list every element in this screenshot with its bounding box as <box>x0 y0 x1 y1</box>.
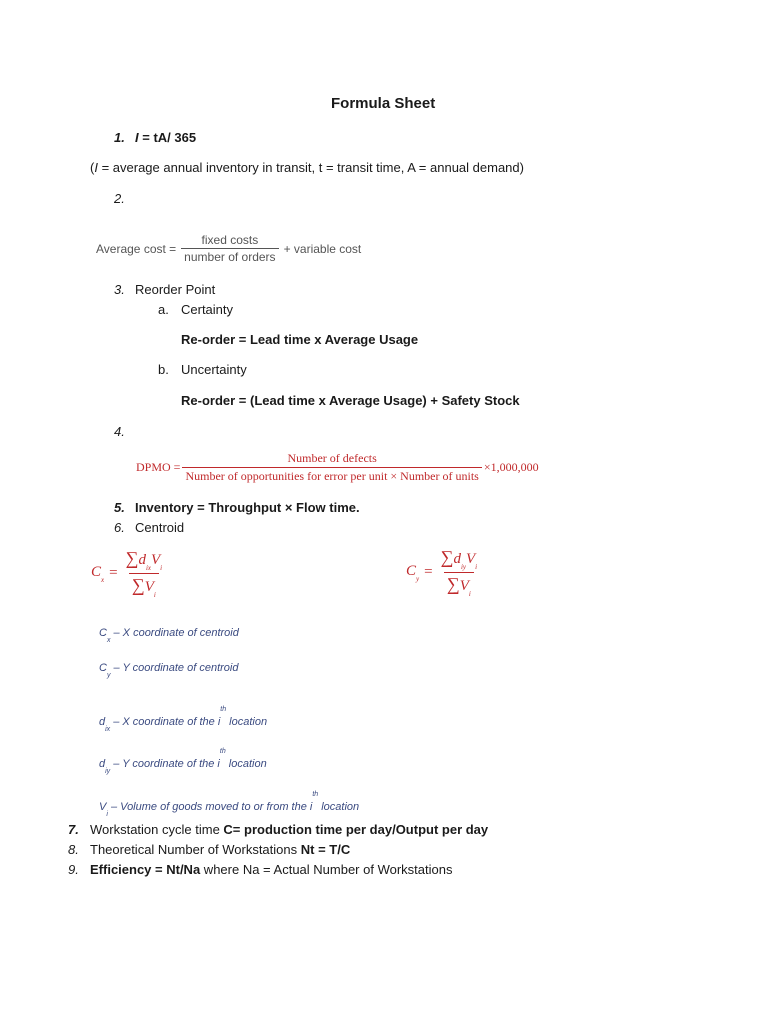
centroid-y-numerator: $\sum d_{iy}V_i$ <box>440 547 478 571</box>
note-text: = average annual inventory in transit, t = transit time, A = annual demand) <box>97 160 524 175</box>
centroid-x-formula <box>91 548 165 599</box>
dpmo-denominator: Number of opportunities for error per unit × Number of units <box>182 467 481 484</box>
item-8-text <box>90 842 350 857</box>
centroid-x-lhs: $C_x$ <box>91 563 105 584</box>
item-3b-label: Uncertainty <box>181 362 247 377</box>
centroid-y-lhs: $C_y$ <box>406 562 420 583</box>
item-7-plain: Workstation cycle time <box>90 822 224 837</box>
dpmo-rhs: ×1,000,000 <box>483 460 539 474</box>
dpmo-numerator: Number of defects <box>287 451 377 465</box>
item-2-number: 2. <box>114 191 125 206</box>
definition-vi: $V_i$ – Volume of goods moved to or from the $i^{th}$ location <box>99 791 360 818</box>
item-6-label: Centroid <box>135 520 185 535</box>
item-9-text <box>90 862 452 877</box>
item-3-number: 3. <box>114 282 125 297</box>
average-cost-lhs: Average cost = <box>96 241 177 256</box>
cycle-time-formula: C= production time per day/Output per day <box>223 822 489 837</box>
item-3a-label: Certainty <box>181 302 234 317</box>
average-cost-formula <box>96 233 361 264</box>
inventory-formula-rest: = tA/ 365 <box>138 130 197 145</box>
item-3-label: Reorder Point <box>135 282 216 297</box>
item-3b-letter: b. <box>158 362 169 377</box>
workstations-formula: Nt = T/C <box>300 842 351 857</box>
definition-diy: $d_{iy}$ – Y coordinate of the $i^{th}$ location <box>99 748 267 775</box>
dpmo-formula <box>136 451 539 484</box>
centroid-y-equals: = <box>424 564 433 580</box>
item-6-number: 6. <box>114 520 125 535</box>
inventory-formula: Inventory = Throughput × Flow time. <box>135 500 360 515</box>
note-open-paren: ( <box>90 160 95 175</box>
item-3a-letter: a. <box>158 302 169 317</box>
item-4-number: 4. <box>114 424 125 439</box>
centroid-y-formula <box>406 547 480 598</box>
centroid-x-fraction <box>123 548 166 599</box>
efficiency-formula: Efficiency = Nt/Na <box>90 862 201 877</box>
centroid-x-numerator: $\sum d_{ix}V_i$ <box>125 548 163 572</box>
item-1-note <box>90 160 524 175</box>
item-1-formula <box>135 130 196 145</box>
page-title: Formula Sheet <box>331 95 436 112</box>
centroid-y-denominator: $\sum V_i$ <box>444 572 474 598</box>
definition-cx: $C_x$ – X coordinate of centroid <box>99 627 239 644</box>
item-9-number: 9. <box>68 862 79 877</box>
centroid-y-fraction <box>438 547 481 598</box>
item-5-number: 5. <box>114 500 125 515</box>
dpmo-fraction <box>182 451 481 484</box>
inventory-variable: I <box>135 130 139 145</box>
reorder-uncertainty-formula: Re-order = (Lead time x Average Usage) + Safety Stock <box>181 393 520 408</box>
average-cost-denominator: number of orders <box>181 248 278 264</box>
item-7-text <box>90 822 488 837</box>
average-cost-numerator: fixed costs <box>201 233 259 247</box>
item-1-number: 1. <box>114 130 125 145</box>
centroid-x-equals: = <box>109 565 118 581</box>
item-8-number: 8. <box>68 842 79 857</box>
average-cost-fraction <box>181 233 278 264</box>
definition-cy: $C_y$ – Y coordinate of centroid <box>99 662 239 679</box>
item-8-plain: Theoretical Number of Workstations <box>90 842 301 857</box>
reorder-certainty-formula: Re-order = Lead time x Average Usage <box>181 332 419 347</box>
item-7-number: 7. <box>68 822 79 837</box>
note-variable: I <box>94 160 98 175</box>
average-cost-rhs: + variable cost <box>283 241 362 256</box>
centroid-x-denominator: $\sum V_i$ <box>129 573 159 599</box>
definition-dix: $d_{ix}$ – X coordinate of the $i^{th}$ location <box>99 706 268 733</box>
dpmo-lhs: DPMO = <box>136 460 181 474</box>
item-9-plain: where Na = Actual Number of Workstations <box>200 862 453 877</box>
